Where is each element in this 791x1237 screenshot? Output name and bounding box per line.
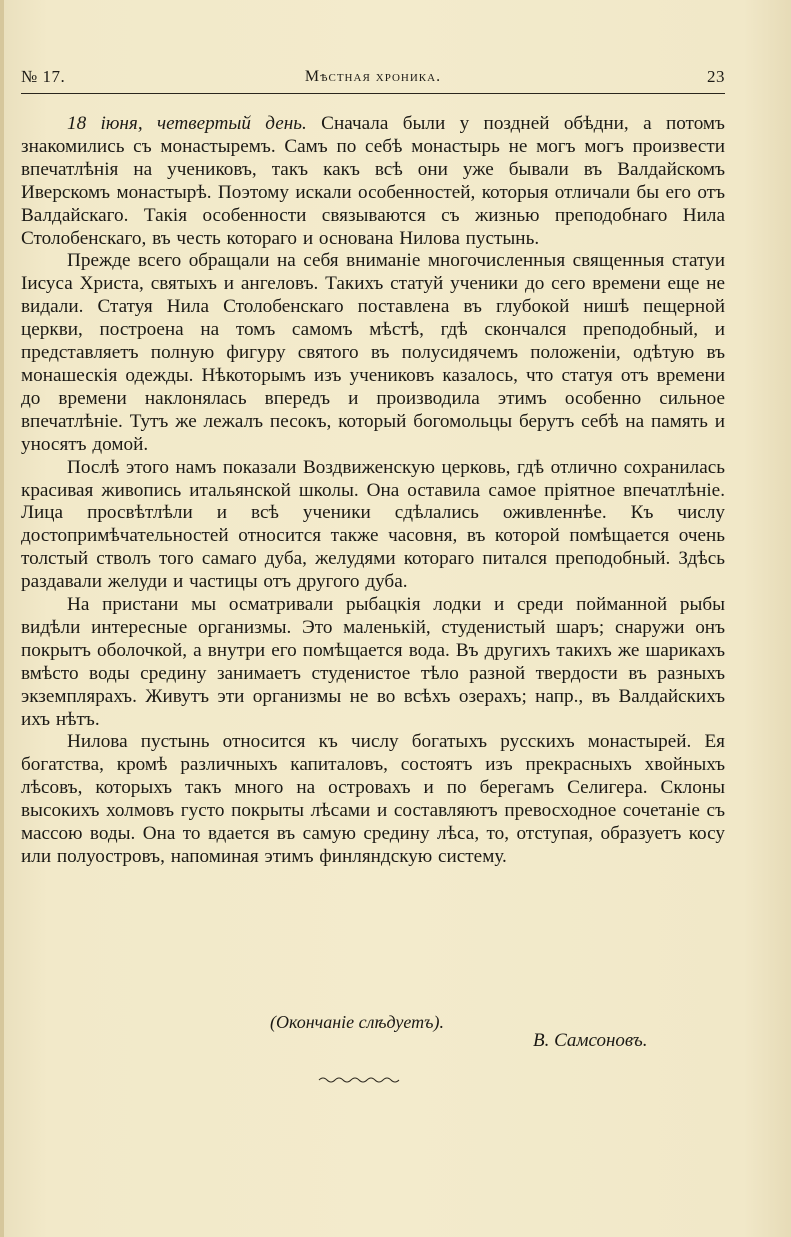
article-closing (0, 1012, 791, 1051)
continuation-note: (Окончаніе слѣдуетъ). (270, 1012, 444, 1032)
paragraph (21, 731, 725, 868)
paragraph (21, 250, 725, 456)
issue-number: № 17. (21, 67, 66, 86)
header-rule (21, 93, 725, 94)
paragraph (21, 457, 725, 594)
paragraph-text: Сначала были у поздней обѣдни, а потомъ знакомились съ монастыремъ. Самъ по себѣ монастырь не могъ могъ произвести впечатлѣнія на учениковъ, такъ какъ всѣ они уже бывали въ Валдайскомъ Иверскомъ монастырѣ. Поэтому искали особенностей, которыя отличали бы его отъ Валдайскаго. Такія особенности связываются съ жизнью преподобнаго Нила Столобенскаго, въ честь котораго и основана Нилова пустынь. (21, 113, 725, 249)
paragraph-text: Нилова пустынь относится къ числу богатыхъ русскихъ монастырей. Ея богатства, кромѣ различныхъ капиталовъ, состоятъ изъ прекрасныхъ хвойныхъ лѣсовъ, которыхъ такъ много на островахъ и по берегамъ Селигера. Склоны высокихъ холмовъ густо покрыты лѣсами и составляютъ превосходное сочетаніе съ массою воды. Она то вдается въ самую средину лѣса, то, отступая, образуетъ косу или полуостровъ, напоминая этимъ финляндскую систему. (21, 731, 725, 867)
paragraph (21, 113, 725, 250)
section-title: Мѣстная хроника. (304, 68, 442, 85)
date-lead: 18 іюня, четвертый день. (67, 113, 307, 134)
paragraph-text: На пристани мы осматривали рыбацкія лодки и среди пойманной рыбы видѣли интересные организмы. Это маленькій, студенистый шаръ; снаружи онъ покрытъ оболочкой, а внутри его помѣщается вода. Въ другихъ такихъ же шарикахъ вмѣсто воды средину занимаетъ студенистое тѣло разной твердости въ разныхъ экземплярахъ. Живутъ эти организмы не во всѣхъ озерахъ; напр., въ Валдайскихъ ихъ нѣтъ. (21, 594, 725, 730)
paragraph (21, 594, 725, 731)
page-edge-shadow (0, 0, 4, 1237)
article-body (21, 113, 725, 869)
paragraph-text: Прежде всего обращали на себя вниманіе многочисленныя священныя статуи Іисуса Христа, святыхъ и ангеловъ. Такихъ статуй ученики до сего времени еще не видали. Статуя Нила Столобенскаго поставлена въ глубокой нишѣ пещерной церкви, построена на томъ самомъ мѣстѣ, гдѣ скончался преподобный, и представляетъ полную фигуру святого въ полусидячемъ положеніи, одѣтую въ монашескія одежды. Нѣкоторымъ изъ учениковъ казалось, что статуя отъ времени до времени наклонялась впередъ и производила этимъ особенно сильное впечатлѣніе. Тутъ же лежалъ песокъ, который богомольцы берутъ себѣ на память и уносятъ домой. (21, 250, 725, 455)
wavy-line-icon (318, 1076, 400, 1084)
end-ornament (318, 1076, 400, 1084)
author-signature: В. Самсоновъ. (533, 1030, 648, 1051)
paragraph-text: Послѣ этого намъ показали Воздвиженскую церковь, гдѣ отлично сохранилась красивая живопись итальянской школы. Она оставила самое пріятное впечатлѣніе. Лица просвѣтлѣли и всѣ ученики сдѣлались оживленнѣе. Къ числу достопримѣчательностей относится также часовня, въ которой помѣщается очень толстый стволъ того самаго дуба, желудями котораго питался преподобный. Здѣсь раздавали желуди и частицы отъ другого дуба. (21, 456, 725, 593)
page-header (21, 63, 725, 89)
page-number: 23 (707, 67, 725, 86)
